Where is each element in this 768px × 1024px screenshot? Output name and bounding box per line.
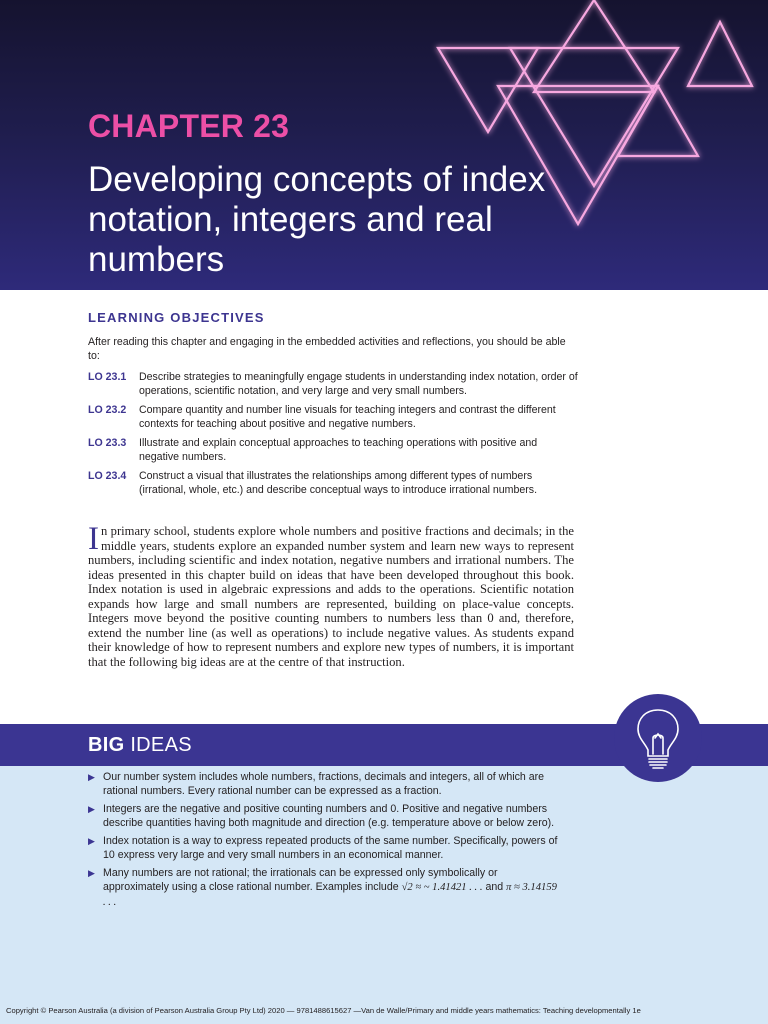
learning-objective-text: Construct a visual that illustrates the relationships among different types of numbers (irrational, whole, etc.) and describe conceptual ways to introduce irrational numbers. [139,470,538,496]
learning-objective-code: LO 23.1 [88,371,127,383]
big-idea-item [88,834,558,862]
triangle-bullet-icon: ▶ [88,836,95,846]
big-idea-text-and: and [482,881,507,893]
big-idea-item [88,770,558,798]
copyright-footer: Copyright © Pearson Australia (a division of Pearson Australia Group Pty Ltd) 2020 — 9781488615627 —Van de Walle/Primary and middle years mathematics: Teaching developmentally 1e [6,1006,641,1015]
big-idea-text [103,866,558,910]
learning-objective-code: LO 23.2 [88,404,127,416]
pi-expression: π ≈ 3.14159 . . . [103,882,557,908]
big-ideas-title-bold: BIG [88,734,125,756]
learning-objective-item [88,469,578,497]
big-idea-item [88,802,558,830]
learning-objective-item [88,436,578,464]
big-idea-text-part: Many numbers are not rational; the irrationals can be expressed only symbolically or approximately using a close rational number. Examples include [103,867,498,893]
learning-objective-text: Compare quantity and number line visuals for teaching integers and contrast the different contexts for teaching about positive and negative numbers. [139,404,556,430]
big-ideas-title [88,734,192,757]
triangle-bullet-icon: ▶ [88,868,95,878]
learning-objective-item [88,370,578,398]
big-idea-text: Index notation is a way to express repeated products of the same number. Specifically, powers of 10 express very large and very small numbers in an economical manner. [103,835,558,861]
big-ideas-title-rest: IDEAS [124,734,192,756]
lightbulb-icon [614,694,702,782]
chapter-title: Developing concepts of index notation, integers and real numbers [88,160,546,279]
learning-objectives-intro: After reading this chapter and engaging in the embedded activities and reflections, you should be able to: [88,336,566,362]
learning-objective-text: Illustrate and explain conceptual approaches to teaching operations with positive and negative numbers. [139,437,538,463]
learning-objective-code: LO 23.4 [88,470,127,482]
big-idea-item [88,866,558,910]
learning-objectives-heading: LEARNING OBJECTIVES [88,310,265,325]
triangle-bullet-icon: ▶ [88,804,95,814]
triangle-bullet-icon: ▶ [88,772,95,782]
chapter-banner [0,0,768,290]
learning-objective-code: LO 23.3 [88,437,127,449]
learning-objective-text: Describe strategies to meaningfully engage students in understanding index notation, order of operations, scientific notation, and very large and very small numbers. [139,371,578,397]
big-ideas-list [88,770,558,914]
intro-paragraph [88,521,574,669]
drop-cap: I [88,521,99,557]
big-idea-text: Our number system includes whole numbers, fractions, decimals and integers, all of which are rational numbers. Every rational number can be expressed as a fraction. [103,771,545,797]
sqrt-two-expression: √2 ≈ ~ 1.41421 . . . [401,882,483,893]
learning-objective-item [88,403,578,431]
learning-objectives-list [88,370,578,502]
lightbulb-badge [614,694,702,782]
chapter-label: CHAPTER 23 [88,108,290,144]
big-idea-text: Integers are the negative and positive counting numbers and 0. Positive and negative numbers describe quantities having both magnitude and direction (e.g. temperature above or below zero). [103,803,555,829]
intro-paragraph-text: n primary school, students explore whole numbers and positive fractions and decimals; in the middle years, students explore an expanded number system and learn new ways to represent numbers, including scientific and index notation, negative numbers and irrational numbers. The ideas presented in this chapter build on ideas that have been developed throughout this book. Index notation is used in algebraic expressions and adds to the operations. Scientific notation expands how large and small numbers are represented, building on place-value concepts. Integers move beyond the positive counting numbers to numbers less than 0 and, therefore, extend the number line (as well as operations) to include negative values. As students expand their knowledge of how to represent numbers and explore new types of numbers, it is important that the following big ideas are at the centre of that instruction. [88,524,574,669]
